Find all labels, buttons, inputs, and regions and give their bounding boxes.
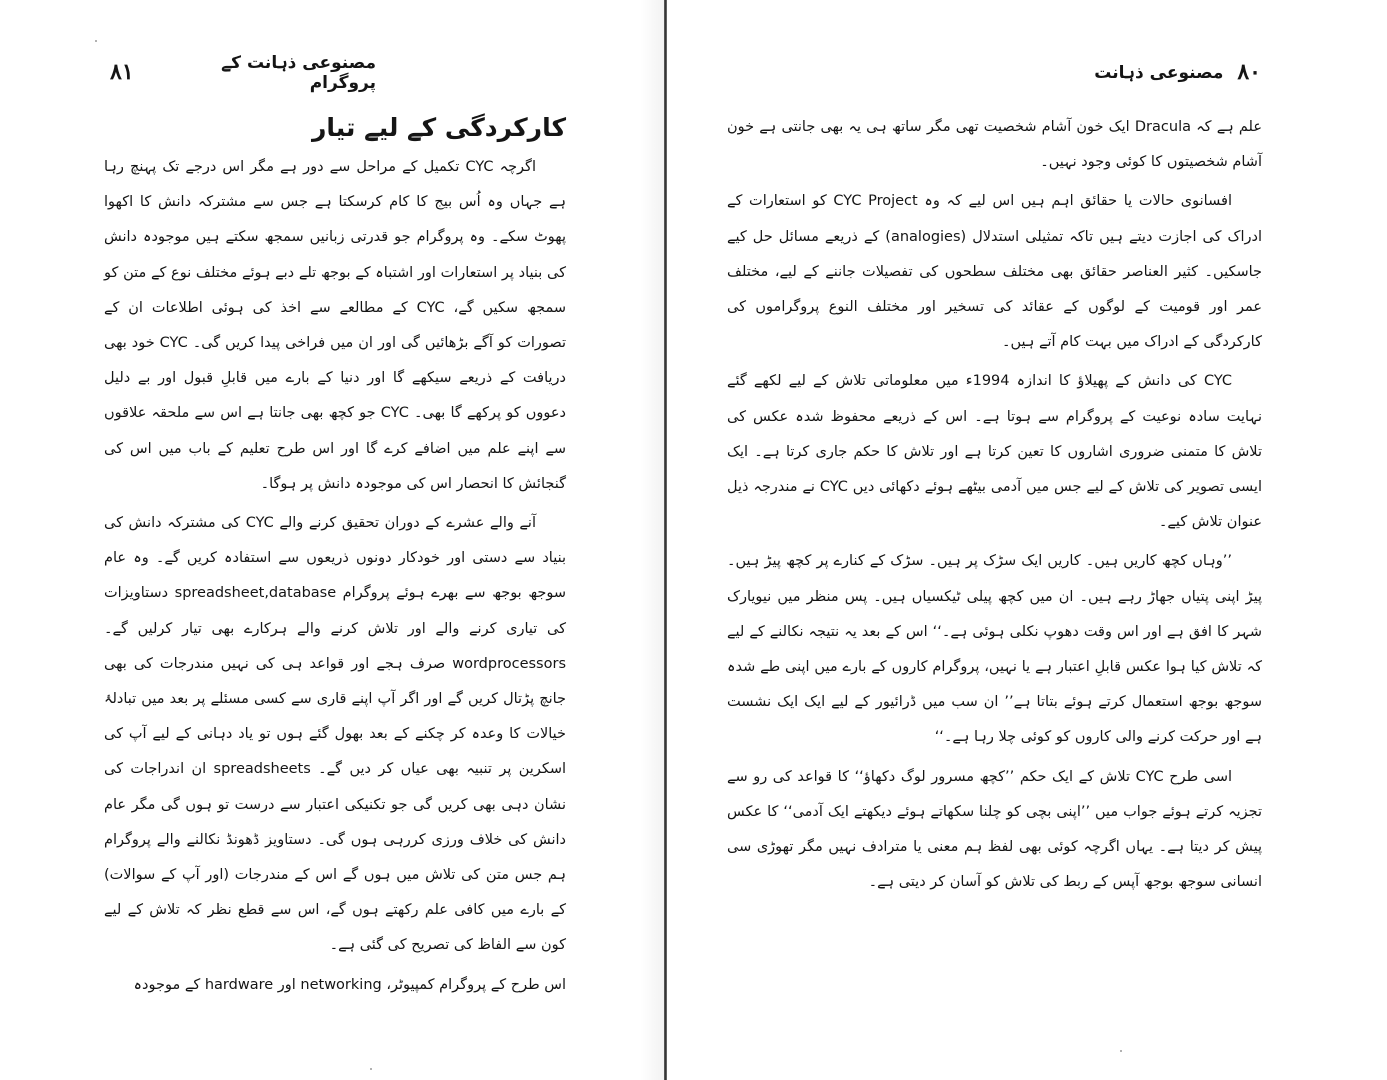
paragraph: اس طرح کے پروگرام کمپیوٹر، networking اور hardware کے موجودہ [133,976,566,993]
paragraph: آنے والے عشرے کے دوران تحقیق کرنے والے CYC کی مشترکہ دانش کی بنیاد سے دستی اور خودکار دونوں ذریعوں سے استفادہ کریں گے۔ وہ عام سوجھ بوجھ سے بھرے ہوئے پروگرام spreadsheet,database دستاویزات کی تیاری کرنے والے اور تلاش کرنے والے ہرکارے بھی تیار کرلیں گے۔ wordprocessors صرف ہجے اور قواعد ہی کی نہیں مندرجات کی بھی جانچ پڑتال کریں گے اور اگر آپ اپنے قاری سے کسی مسئلے پر بعد میں تبادلۂ خیالات کا وعدہ کر چکنے کے بعد بھول گئے ہوں تو یاد دہانی کے لیے آپ کی اسکرین پر تنبیہ بھی عیاں کر دیں گے۔ spreadsheets ان اندراجات کی نشان دہی بھی کریں گی جو تکنیکی اعتبار سے درست تو ہوں گی مگر عام دانش کی خلاف ورزی کررہی ہوں گی۔ دستاویز ڈھونڈ نکالنے والے پروگرام ہم جس متن کی تلاش میں ہوں گے اس کے مندرجات (اور آپ کے سوالات) کے بارے میں کافی علم رکھتے ہوں گے، اس سے قطع نظر کہ تلاش کے لیے کون سے الفاظ کی تصریح کی گئی ہے۔ [104,515,566,954]
right-page-content [727,110,1262,900]
left-page-content [104,108,566,1003]
paragraph: CYC کی دانش کے پھیلاؤ کا اندازہ 1994ء میں معلوماتی تلاش کے لیے لکھے گئے نہایت سادہ نوعیت کے پروگرام سے ہوتا ہے۔ اس کے ذریعے محفوظ شدہ عکس کی تلاش کا متمنی ضروری اشاروں کا تعین کرتا ہے اور تلاش کا حکم جاری کرتا ہے۔ ایک ایسی تصویر کی تلاش کے لیے جس میں آدمی بیٹھے ہوئے دکھائی دیں CYC نے مندرجہ ذیل عنوان تلاش کیے۔ [727,373,1262,531]
paragraph: افسانوی حالات یا حقائق اہم ہیں اس لیے کہ وہ CYC Project کو استعارات کے ادراک کی اجازت دیتے ہیں تاکہ تمثیلی استدلال (analogies) کے ذریعے مسائل حل کیے جاسکیں۔ کثیر العناصر حقائق بھی مختلف سطحوں کی تفصیلات جاننے کے لیے، مختلف عمر اور قومیت کے لوگوں کے عقائد کی تسخیر اور مختلف النوع پروگراموں کی کارکردگی کے ادراک میں بہت کام آتے ہیں۔ [727,193,1262,351]
left-page-number: ۸۱ [110,59,134,85]
section-heading: کارکردگی کے لیے تیار [312,113,566,142]
book-gutter [664,0,667,1080]
right-running-title: مصنوعی ذہانت [1094,62,1224,83]
right-page-header [750,52,1261,92]
right-page [670,0,1387,1080]
quoted-paragraph: ’’وہاں کچھ کاریں ہیں۔ کاریں ایک سڑک پر ہیں۔ سڑک کے کنارے پر کچھ پیڑ ہیں۔ پیڑ اپنی پتیاں جھاڑ رہے ہیں۔ ان میں کچھ پیلی ٹیکسیاں ہیں۔ پس منظر میں نیویارک شہر کا افق ہے اور اس وقت دھوپ نکلی ہوئی ہے۔‘‘ اس کے بعد یہ نتیجہ نکالنے کے لیے کہ تلاش کیا ہوا عکس قابلِ اعتبار ہے یا نہیں، پروگرام کاروں کے بارے میں اپنی طے شدہ سوجھ بوجھ استعمال کرتے ہوئے بتاتا ہے’’ ان سب میں ڈرائیور کے لیے ایک ایک نشست ہے اور حرکت کرنے والی کاروں کو کوئی چلا رہا ہے۔‘‘ [727,553,1262,746]
book-gutter-shadow [640,0,664,1080]
left-running-title: مصنوعی ذہانت کے پروگرام [221,52,376,93]
paragraph: اسی طرح CYC تلاش کے ایک حکم ’’کچھ مسرور لوگ دکھاؤ‘‘ کا قواعد کی رو سے تجزیہ کرتے ہوئے جواب میں ’’اپنی بچی کو چلنا سکھاتے ہوئے دیکھتے ایک آدمی‘‘ کا عکس پیش کر دیتا ہے۔ یہاں اگرچہ کوئی بھی لفظ ہم معنی یا مترادف نہیں مگر تھوڑی سی انسانی سوجھ بوجھ آپس کے ربط کی تلاش کو آسان کر دیتی ہے۔ [727,768,1262,891]
left-page-header [110,52,376,92]
right-page-number: ۸۰ [1237,59,1261,85]
paragraph: اگرچہ CYC تکمیل کے مراحل سے دور ہے مگر اس درجے تک پہنچ رہا ہے جہاں وہ اُس بیج کا کام کرسکتا ہے جس سے مشترکہ دانش کا اکھوا پھوٹ سکے۔ وہ پروگرام جو قدرتی زبانیں سمجھ سکتے ہیں موجودہ دانش کی بنیاد پر استعارات اور اشتباہ کے بوجھ تلے دبے ہوئے مختلف نوع کے متن کو سمجھ سکیں گے، CYC کے مطالعے سے اخذ کی ہوئی اطلاعات ان کے تصورات کو آگے بڑھائیں گی اور ان میں فراخی پیدا کریں گی۔ CYC خود بھی دریافت کے ذریعے سیکھے گا اور دنیا کے بارے میں قابلِ قبول اور بے دلیل دعووں کو پرکھے گا بھی۔ CYC جو کچھ بھی جانتا ہے اس سے ملحقہ علاقوں سے اپنے علم میں اضافے کرے گا اور اس طرح تعلیم کے باب میں اس کی گنجائش کا انحصار اس کی موجودہ دانش پر ہوگا۔ [104,159,567,492]
left-page [0,0,666,1080]
paragraph: علم ہے کہ Dracula ایک خون آشام شخصیت تھی مگر ساتھ ہی یہ بھی جانتی ہے خون آشام شخصیتوں کا کوئی وجود نہیں۔ [727,119,1262,171]
